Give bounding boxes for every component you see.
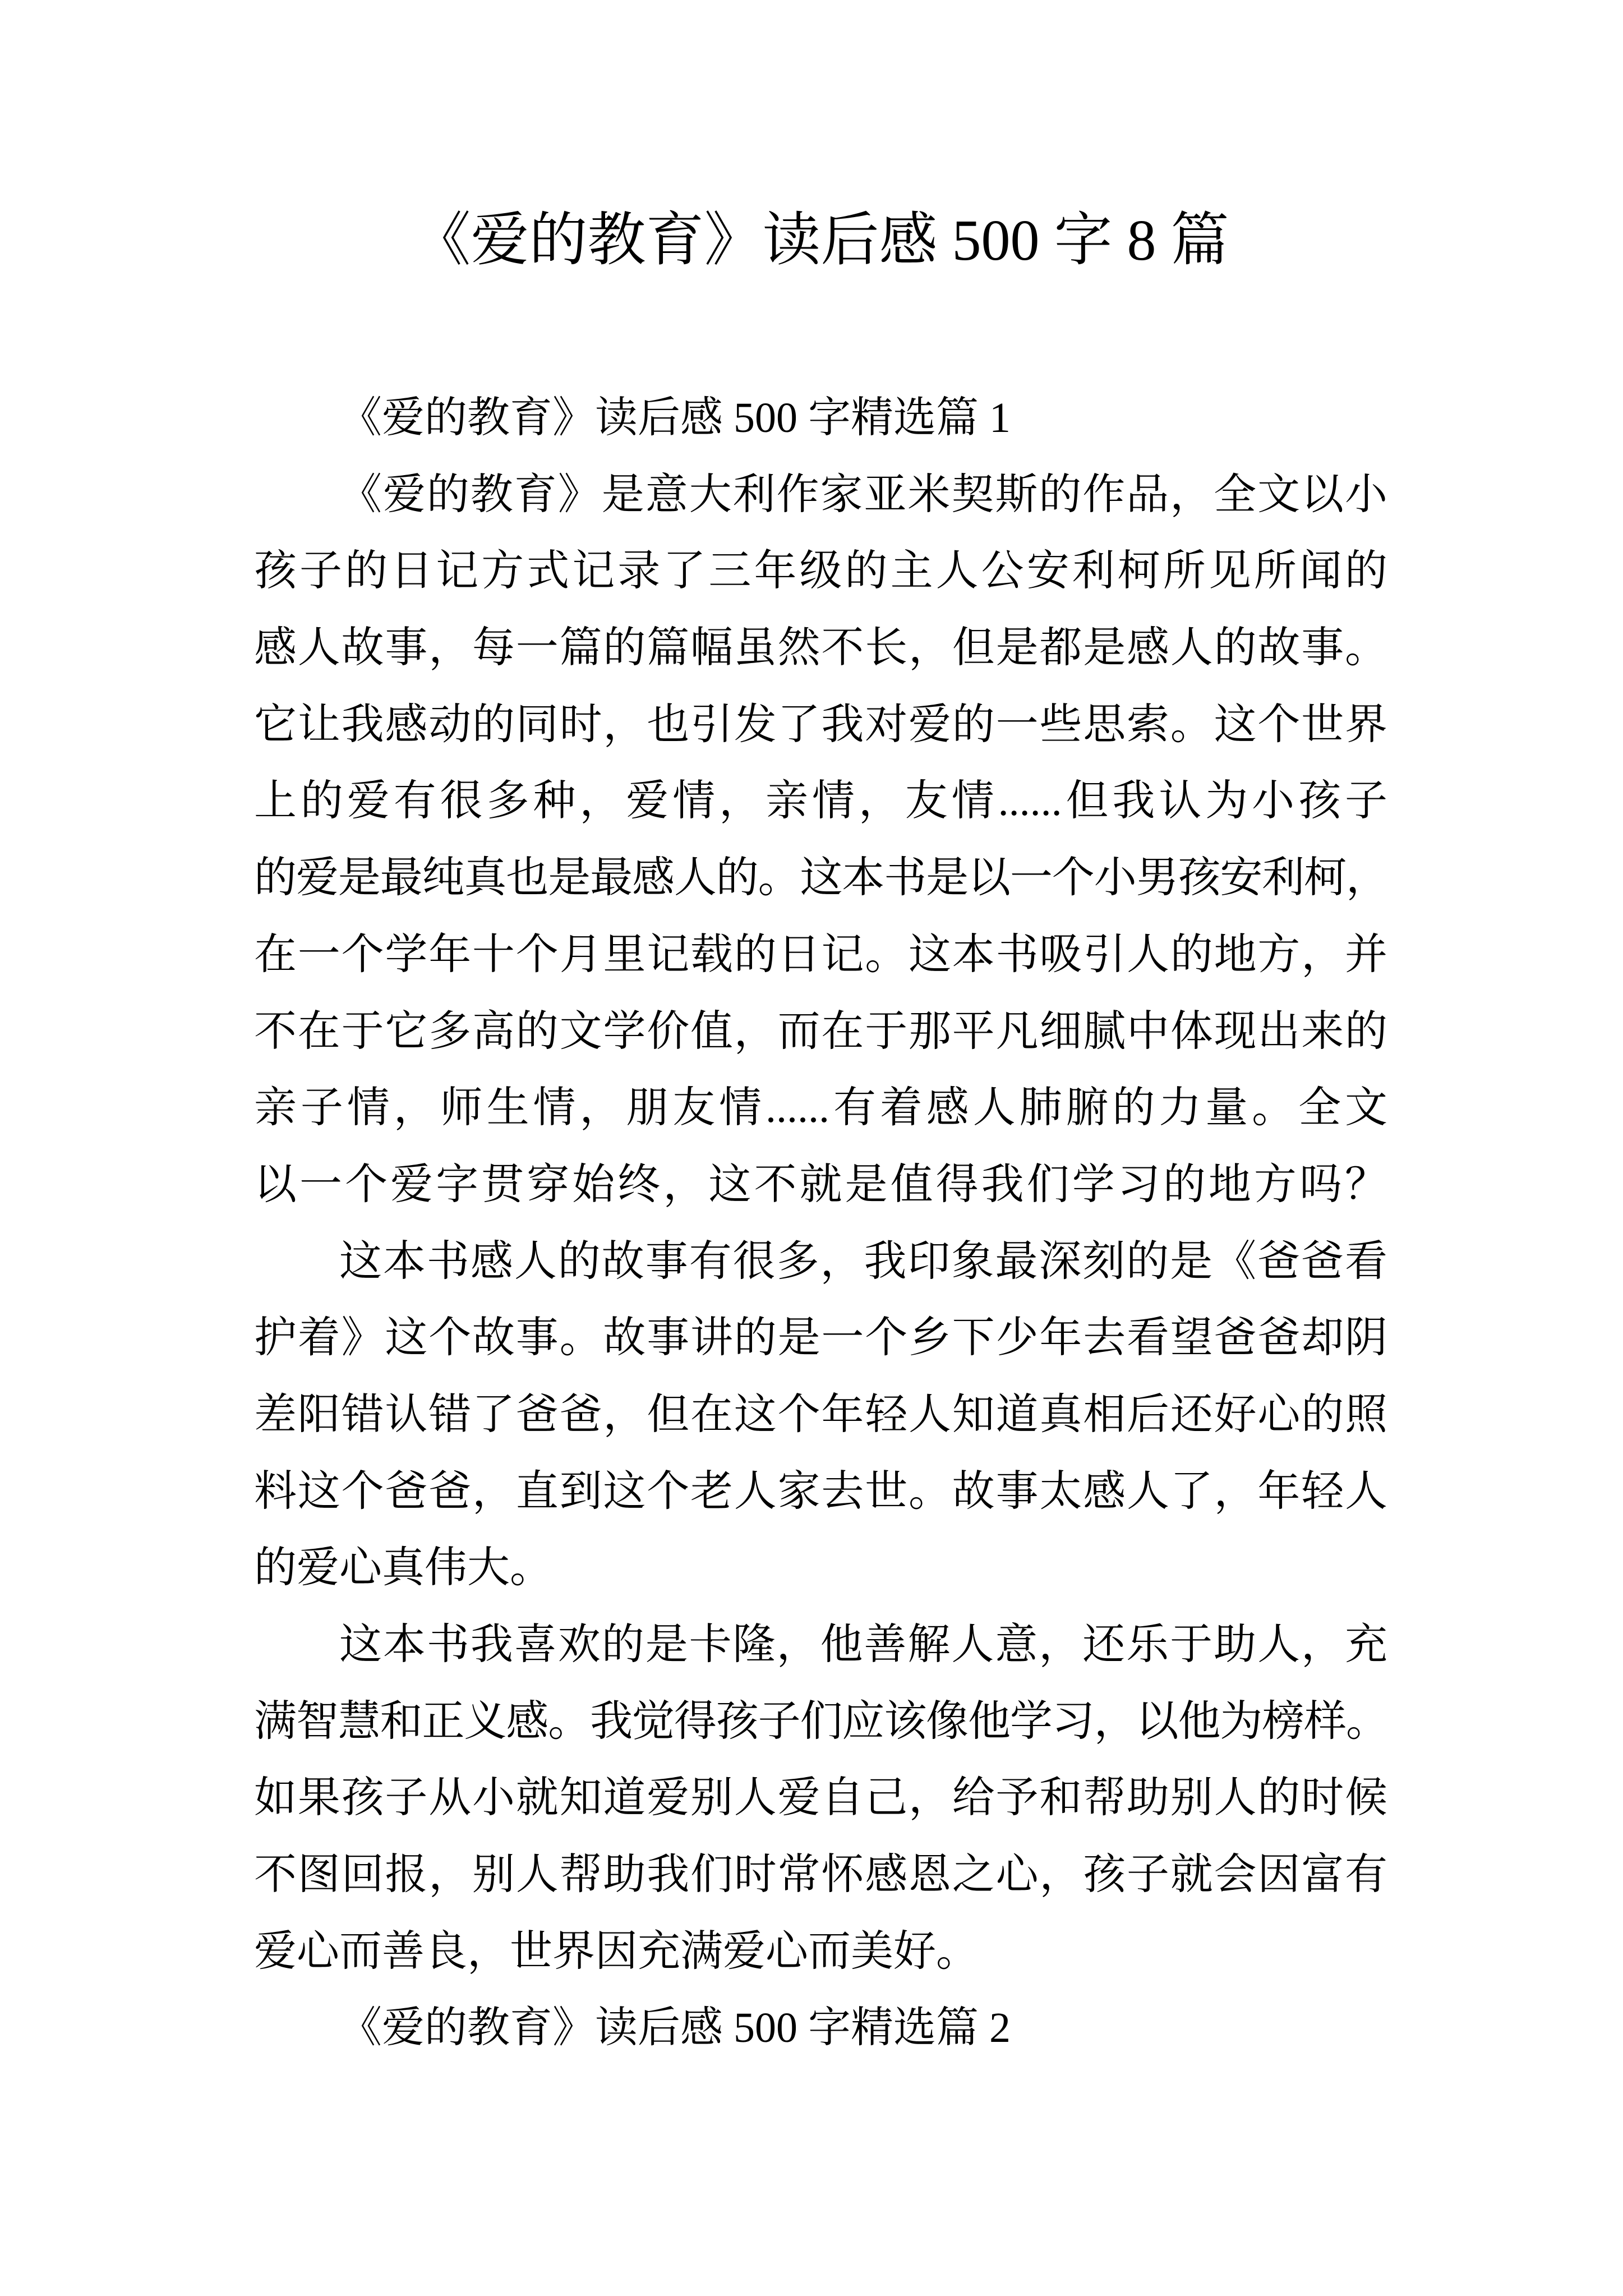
paragraph-line: 在一个学年十个月里记载的日记。这本书吸引人的地方，并: [254, 931, 1387, 978]
paragraph-line: 孩子的日记方式记录了三年级的主人公安利柯所见所闻的: [254, 547, 1387, 595]
paragraph-line: 护着》这个故事。故事讲的是一个乡下少年去看望爸爸却阴: [254, 1314, 1387, 1362]
paragraph-line: 它让我感动的同时，也引发了我对爱的一些思索。这个世界: [254, 701, 1387, 748]
paragraph-line: 感人故事，每一篇的篇幅虽然不长，但是都是感人的故事。: [254, 624, 1387, 672]
paragraph-line: 以一个爱字贯穿始终，这不就是值得我们学习的地方吗？: [254, 1161, 1387, 1208]
document-title: 《爱的教育》读后感 500 字 8 篇: [412, 208, 1229, 273]
paragraph: [254, 1607, 1387, 1990]
paragraph-line: 的爱心真伟大。: [254, 1544, 552, 1592]
section-heading: 《爱的教育》读后感 500 字精选篇 1: [339, 394, 1011, 441]
paragraph-line: 如果孩子从小就知道爱别人爱自己，给予和帮助别人的时候: [254, 1774, 1387, 1822]
paragraph-line: 满智慧和正义感。我觉得孩子们应该像他学习，以他为榜样。: [254, 1697, 1387, 1745]
paragraph-line: 亲子情，师生情，朋友情......有着感人肺腑的力量。全文: [254, 1084, 1387, 1132]
section-heading: 《爱的教育》读后感 500 字精选篇 2: [339, 2004, 1011, 2052]
paragraph-line: 差阳错认错了爸爸，但在这个年轻人知道真相后还好心的照: [254, 1391, 1387, 1438]
paragraph-line: 不在于它多高的文学价值，而在于那平凡细腻中体现出来的: [254, 1007, 1387, 1055]
paragraph-line: 料这个爸爸，直到这个老人家去世。故事太感人了，年轻人: [254, 1467, 1387, 1515]
paragraph-line: 的爱是最纯真也是最感人的。这本书是以一个小男孩安利柯，: [254, 854, 1387, 902]
paragraph-line: 这本书我喜欢的是卡隆，他善解人意，还乐于助人，充: [339, 1621, 1387, 1668]
paragraph: [254, 457, 1387, 1223]
paragraph-line: 上的爱有很多种，爱情，亲情，友情......但我认为小孩子: [254, 777, 1387, 825]
paragraph-line: 《爱的教育》是意大利作家亚米契斯的作品，全文以小: [339, 471, 1387, 518]
document-body: [254, 380, 1387, 2067]
paragraph: [254, 1223, 1387, 1607]
paragraph-line: 这本书感人的故事有很多，我印象最深刻的是《爸爸看: [339, 1237, 1387, 1285]
paragraph-line: 不图回报，别人帮助我们时常怀感恩之心，孩子就会因富有: [254, 1851, 1387, 1899]
paragraph-line: 爱心而善良，世界因充满爱心而美好。: [254, 1927, 979, 1975]
